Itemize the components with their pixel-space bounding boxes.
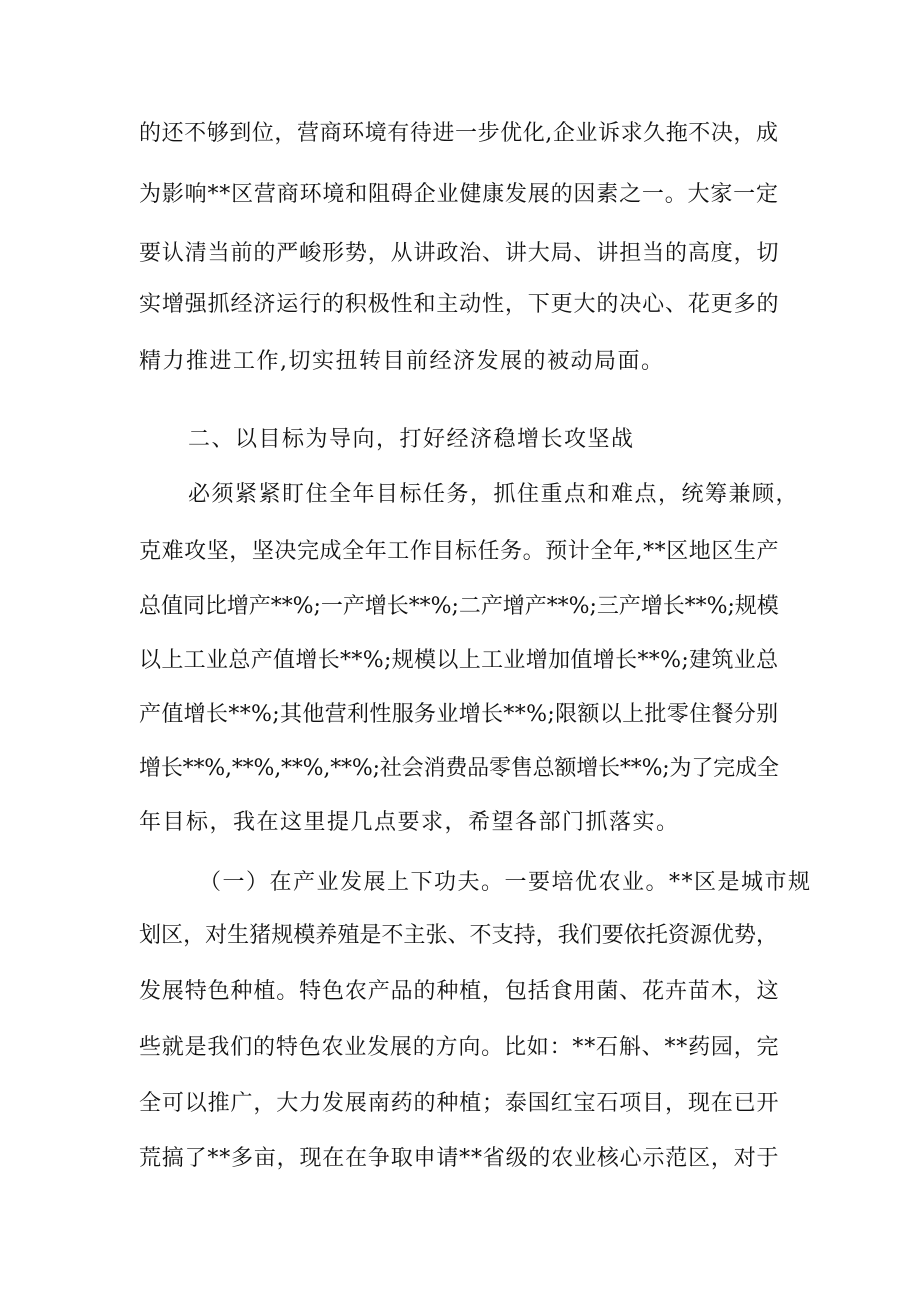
text-line: 实增强抓经济运行的积极性和主动性，下更大的决心、花更多的 (139, 292, 780, 317)
text-line: 荒搞了**多亩，现在在争取申请**省级的农业核心示范区，对于 (139, 1146, 780, 1171)
text-line: 精力推进工作,切实扭转目前经济发展的被动局面。 (139, 349, 665, 374)
text-line: 全可以推广，大力发展南药的种植；泰国红宝石项目，现在已开 (139, 1091, 780, 1116)
text-line: 要认清当前的严峻形势，从讲政治、讲大局、讲担当的高度，切 (139, 241, 780, 266)
text-line: 划区，对生猪规模养殖是不主张、不支持，我们要依托资源优势， (139, 923, 779, 948)
text-line: 必须紧紧盯住全年目标任务，抓住重点和难点，统筹兼顾， (188, 482, 800, 507)
text-line: 发展特色种植。特色农产品的种植，包括食用菌、花卉苗木，这 (139, 979, 780, 1004)
text-line: 年目标，我在这里提几点要求，希望各部门抓落实。 (139, 810, 680, 835)
text-line: 克难攻坚，坚决完成全年工作目标任务。预计全年,**区地区生产 (139, 539, 780, 564)
text-line: 为影响**区营商环境和阻碍企业健康发展的因素之一。大家一定 (139, 182, 779, 207)
text-line: 的还不够到位，营商环境有待进一步优化,企业诉求久拖不决，成 (139, 121, 779, 146)
text-line: 总值同比增产**%;一产增长**%;二产增产**%;三产增长**%;规模 (139, 594, 779, 619)
text-line: 以上工业总产值增长**%;规模以上工业增加值增长**%;建筑业总 (139, 648, 779, 673)
text-line: （一）在产业发展上下功夫。一要培优农业。**区是城市规 (199, 870, 812, 895)
text-line: 产值增长**%;其他营利性服务业增长**%;限额以上批零住餐分别 (139, 702, 779, 727)
heading-line: 二、以目标为导向，打好经济稳增长攻坚战 (188, 427, 635, 452)
text-line: 些就是我们的特色农业发展的方向。比如：**石斛、**药园，完 (139, 1035, 780, 1060)
text-line: 增长**%,**%,**%,**%;社会消费品零售总额增长**%;为了完成全 (139, 756, 779, 781)
